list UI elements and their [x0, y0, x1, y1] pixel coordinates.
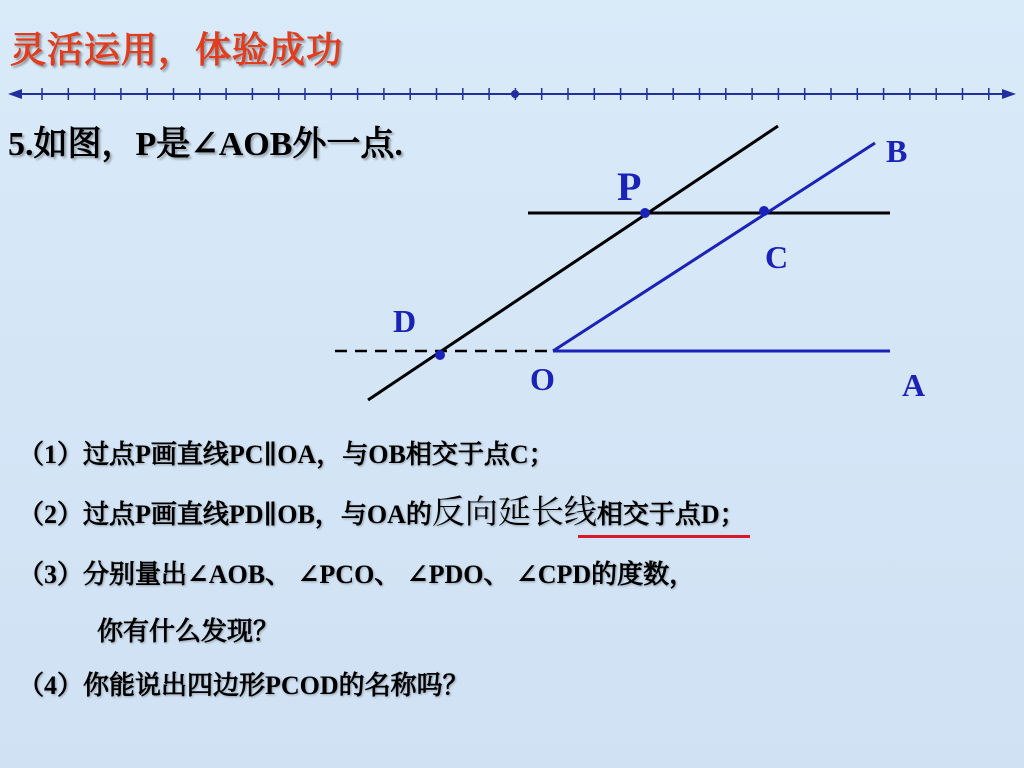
label-o: O — [530, 361, 555, 397]
question-2-highlight: 反向延长线 — [431, 495, 597, 531]
question-3-continued: 你有什么发现？ — [97, 617, 280, 646]
point-d — [435, 350, 445, 360]
question-4: （4）你能说出四边形PCOD的名称吗？ — [18, 671, 469, 700]
slide-title: 灵活运用，体验成功 — [10, 30, 344, 71]
label-p: P — [617, 164, 642, 209]
line-pd — [368, 126, 778, 400]
ray-ob — [553, 143, 875, 351]
highlight-underline — [578, 535, 750, 538]
label-a: A — [902, 367, 926, 403]
label-c: C — [765, 239, 789, 275]
label-d: D — [393, 303, 417, 339]
question-2-before: （2）过点P画直线PD∥OB，与OA的 — [18, 500, 432, 529]
question-2 — [18, 495, 746, 533]
point-p — [640, 208, 650, 218]
question-1: （1）过点P画直线PC∥OA，与OB相交于点C； — [18, 440, 555, 469]
question-2-after: 相交于点D； — [596, 500, 746, 529]
point-c — [759, 206, 769, 216]
label-b: B — [886, 133, 908, 169]
question-3: （3）分别量出∠AOB、 ∠PCO、 ∠PDO、 ∠CPD的度数， — [18, 560, 696, 589]
problem-heading: 5.如图，P是∠AOB外一点. — [8, 126, 403, 163]
